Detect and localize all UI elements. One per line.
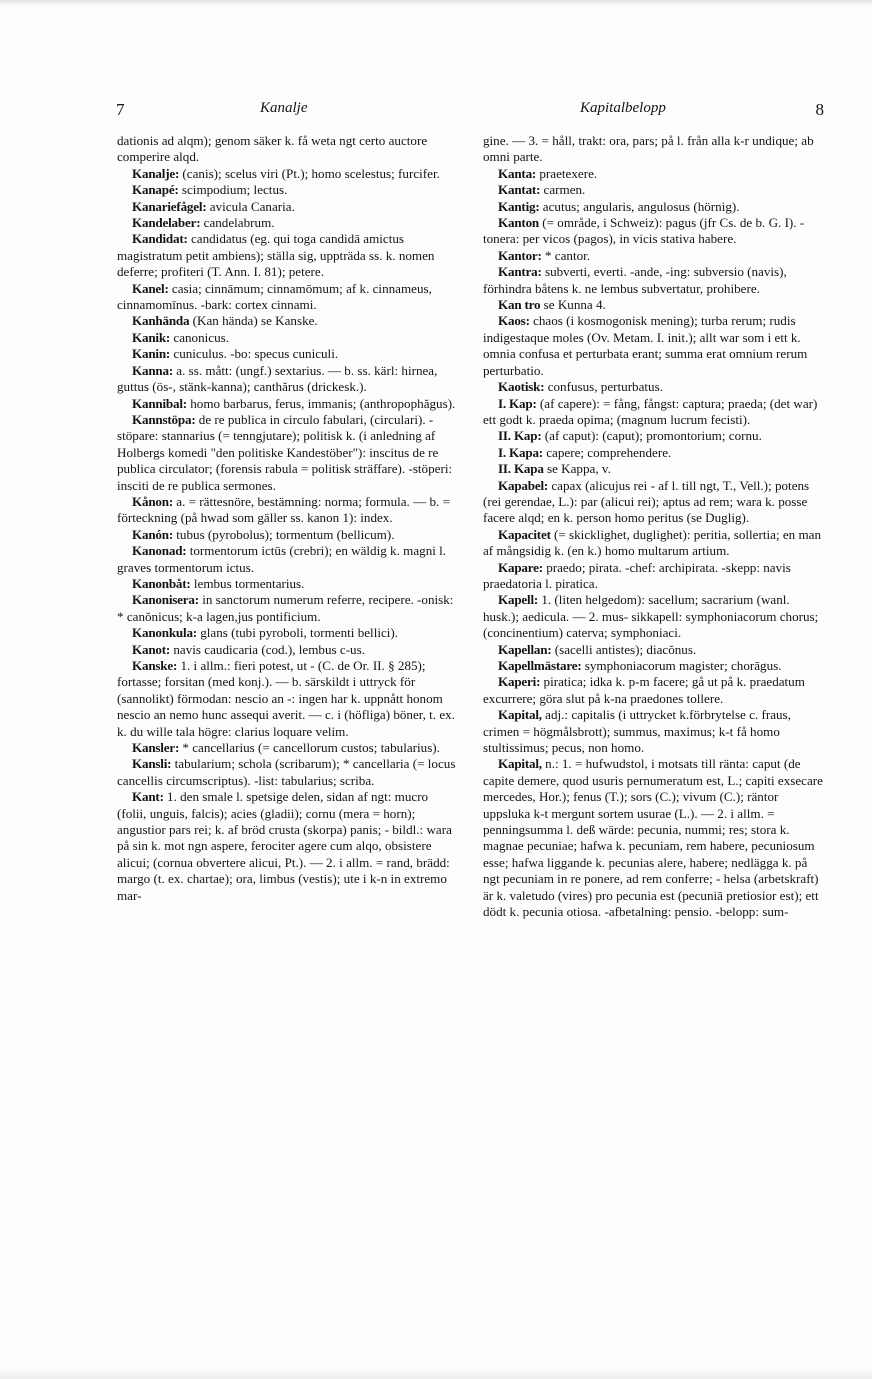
dictionary-entry <box>483 215 824 248</box>
entry-definition: tormentorum ictūs (crebri); en wäldig k. magni l. graves tormentorum ictus. <box>117 543 447 575</box>
entry-definition: in sanctorum numerum referre, recipere. -onisk: * canŏnicus; k-a lagen,jus pontificium. <box>117 592 454 624</box>
entry-definition: acutus; angularis, angulosus (hörnig). <box>539 198 740 214</box>
entry-definition: a. = rättesnöre, bestämning: norma; formula. — b. = förteckning (på hwad som gäller ss. kanon 1): index. <box>117 493 450 526</box>
entry-headword: II. Kap: <box>498 428 542 444</box>
left-column <box>117 133 458 904</box>
dictionary-entry <box>117 642 458 658</box>
entry-headword: Kantig: <box>498 198 540 214</box>
entry-definition: 1. i allm.: fieri potest, ut - (C. de Or. II. § 285); fortasse; forsitan (med konj.). — b. särskildt i uttryck för (sannolikt) förmodan: nescio an -: ingen har k. uppnått honom nescio an nemo hunc assequi averit. — c. i (höfliga) böner, t. ex. k. du wille tala högre: clarius loquare velim. <box>117 658 455 739</box>
entry-definition: praedo; pirata. -chef: archipirata. -skepp: navis praedatoria l. piratica. <box>483 559 791 591</box>
dictionary-entry <box>117 756 458 789</box>
entry-definition: (= skicklighet, duglighet): peritia, sollertia; en man af mångsidig k. (en k.) homo multarum artium. <box>483 526 822 559</box>
dictionary-entry <box>483 527 824 560</box>
entry-headword: Kan tro <box>498 297 541 313</box>
entry-definition: tabularium; schola (scribarum); * cancellaria (= locus cancellis circumscriptus). -list: tabularius; scriba. <box>117 756 456 788</box>
entry-definition: praetexere. <box>536 165 598 181</box>
entry-headword: II. Kapa <box>498 461 544 477</box>
entry-definition: capere; comprehendere. <box>542 444 672 460</box>
dictionary-entry <box>117 527 458 543</box>
entry-headword: Kant: <box>132 789 164 805</box>
entry-headword: Kantra: <box>498 264 542 280</box>
dictionary-entry <box>483 199 824 215</box>
dictionary-entry <box>483 461 824 477</box>
dictionary-entry <box>117 281 458 314</box>
entry-definition: casia; cinnāmum; cinnamōmum; af k. cinnameus, cinnamomīnus. -bark: cortex cinnami. <box>117 280 432 313</box>
entry-headword: Kannibal: <box>132 395 187 411</box>
dictionary-entry <box>483 428 824 444</box>
entry-headword: Kansli: <box>132 756 172 772</box>
dictionary-entry <box>117 166 458 182</box>
dictionary-entry <box>117 576 458 592</box>
entry-definition: homo barbarus, ferus, immanis; (anthropophăgus). <box>186 395 456 411</box>
entry-headword: Kanonad: <box>132 543 187 559</box>
dictionary-entry <box>483 658 824 674</box>
entry-headword: Kapabel: <box>498 477 549 493</box>
entry-definition: cuniculus. -bo: specus cuniculi. <box>170 346 339 362</box>
entry-definition: carmen. <box>540 182 586 198</box>
dictionary-entry <box>483 133 824 166</box>
entry-headword: Kanel: <box>132 280 169 296</box>
entry-headword: Kanonbåt: <box>132 575 191 591</box>
entry-headword: Kantat: <box>498 182 541 198</box>
entry-definition: tubus (pyrobolus); tormentum (bellicum). <box>173 526 395 542</box>
entry-headword: Kanonkula: <box>132 625 197 641</box>
dictionary-entry <box>117 658 458 740</box>
entry-definition: (af capere): = fång, fångst: captura; praeda; (det war) ett godt k. praeda opima; (magnum lucrum fecisti). <box>483 395 818 427</box>
dictionary-entry <box>483 396 824 429</box>
entry-headword: Kanhända <box>132 313 190 329</box>
left-page-number: 7 <box>116 100 125 119</box>
entry-headword: I. Kap: <box>498 395 537 411</box>
dictionary-entry <box>483 445 824 461</box>
dictionary-entry <box>483 248 824 264</box>
dictionary-entry <box>483 264 824 297</box>
entry-definition: piratica; idka k. p-m facere; gå ut på k. praedatum excurrere; göra slut på k-na praedones tollere. <box>483 674 805 706</box>
dictionary-entry <box>117 789 458 904</box>
dictionary-entry <box>117 199 458 215</box>
dictionary-entry <box>117 313 458 329</box>
dictionary-entry <box>483 182 824 198</box>
dictionary-entry <box>117 740 458 756</box>
entry-headword: Kanonisera: <box>132 592 199 608</box>
entry-definition: 1. den smale l. spetsige delen, sidan af ngt: mucro (folii, unguis, falcis); acies (gladii); cornu (mera = horn); angustior pars rei; k. af bröd crusta (skorpa) panis; - bildl.: wara på sin k. mot ngn aspere, ferociter agere cum alqo, obsistere alicui; (cornua obvertere alicui, Pt.). — 2. i allm. = rand, brädd: margo (t. ex. chartae); ora, limbus (vestis); ute i k-n in extremo mar- <box>117 789 452 903</box>
entry-headword: Kapacitet <box>498 526 551 542</box>
entry-headword: I. Kapa: <box>498 444 543 460</box>
entry-definition: 1. (liten helgedom): sacellum; sacrarium (wanl. husk.); aedicula. — 2. mus- sikkapell: symphoniacorum chorus; (concinentium) caterva; symphoniaci. <box>483 592 819 641</box>
entry-definition: lembus tormentarius. <box>190 575 305 591</box>
entry-definition: symphoniacorum magister; chorāgus. <box>581 658 782 673</box>
entry-definition: de re publica in circulo fabulari, (circulari). -stöpare: stannarius (= tenngjutare); politisk k. (i anledning af Holbergs komedi "den politiske Kandestöber"): inscitus de re publica circulator; (forensis rabula = politisk sträffare). -stöperi: insciti de re publica sermones. <box>117 411 453 493</box>
entry-headword: Kanalje: <box>132 165 180 181</box>
entry-headword: Kapellan: <box>498 641 552 657</box>
dictionary-entry <box>483 166 824 182</box>
scan-edge-top <box>0 0 872 6</box>
dictionary-entry <box>117 133 458 166</box>
entry-headword: Kanapé: <box>132 182 179 198</box>
right-column <box>483 133 824 921</box>
entry-headword: Kapell: <box>498 592 539 608</box>
entry-headword: Kandelaber: <box>132 215 201 231</box>
entry-headword: Kapital, <box>498 756 542 772</box>
entry-headword: Kandidat: <box>132 231 188 247</box>
dictionary-entry <box>483 478 824 527</box>
entry-headword: Kanton <box>498 215 540 231</box>
dictionary-entry <box>483 674 824 707</box>
dictionary-entry <box>117 396 458 412</box>
entry-definition: n.: 1. = hufwudstol, i motsats till ränta: caput (de capite demere, quod usuris pernumeratum est, L.; capiti exsecare mercedes, Hor.); fenus (T.); sors (C.); vivum (C.); räntor uppsluka k-t mergunt sortem usurae (L.). — 2. i allm. = penningsumma l. deß wärde: pecunia, nummi; res; stora k. magnae pecuniae; hafwa k. pecuniam, rem habere, pecuniosum esse; hafwa liggande k. pecunias alere, habere; nedlägga k. på ngt pecuniam in re ponere, ad rem conferre; - helsa (arbetskraft) är k. valetudo (vires) pro pecunia est (pecuniā pretiosior est); ett dödt k. pecunia otiosa. -afbetalning: pensio. -belopp: sum- <box>483 756 823 920</box>
entry-definition: * cantor. <box>541 247 591 263</box>
entry-definition: gine. — 3. = håll, trakt: ora, pars; på l. från alla k-r undique; ab omni parte. <box>483 133 814 165</box>
entry-headword: Kaperi: <box>498 674 541 690</box>
running-head <box>112 100 824 124</box>
entry-definition: confusus, perturbatus. <box>544 379 663 395</box>
dictionary-entry <box>117 625 458 641</box>
entry-definition: dationis ad alqm); genom säker k. få weta ngt certo auctore comperire alqd. <box>117 133 428 165</box>
entry-headword: Kanske: <box>132 658 178 673</box>
entry-definition: glans (tubi pyroboli, tormenti bellici). <box>196 625 399 641</box>
entry-definition: (sacelli antistes); diacŏnus. <box>551 641 697 657</box>
entry-definition: se Kappa, v. <box>543 461 611 477</box>
entry-headword: Kapital, <box>498 707 542 723</box>
entry-definition: candelabrum. <box>200 215 275 231</box>
right-guide-word: Kapitalbelopp <box>580 100 666 116</box>
entry-definition: candidatus (eg. qui toga candidā amictus magistratum petit ambiens); ställa sig, uppträda ss. k. nomen deferre; profiteri (T. Ann. I. 81); petere. <box>117 231 435 280</box>
entry-definition: a. ss. mått: (ungf.) sextarius. — b. ss. kärl: hirnea, guttus (ös-, stänk-kanna); canthărus (drickesk.). <box>117 362 438 395</box>
dictionary-entry <box>117 231 458 280</box>
dictionary-entry <box>117 363 458 396</box>
entry-headword: Kanón: <box>132 526 174 542</box>
entry-headword: Kaos: <box>498 313 530 329</box>
entry-definition: * cancellarius (= cancellorum custos; tabularius). <box>179 740 440 756</box>
entry-headword: Kantor: <box>498 247 542 263</box>
entry-definition: adj.: capitalis (i uttrycket k.förbrytelse c. fraus, crimen = högmålsbrott); summus, maximus; k-t få homo stultissimus; pecus, non homo. <box>483 707 791 756</box>
entry-definition: navis caudicaria (cod.), lembus c-us. <box>170 641 365 657</box>
entry-headword: Kannstöpa: <box>132 411 196 427</box>
dictionary-entry <box>483 592 824 641</box>
dictionary-entry <box>483 707 824 756</box>
entry-headword: Kanik: <box>132 329 171 345</box>
entry-definition: capax (alicujus rei - af l. till ngt, T., Vell.); potens (rei gerendae, L.): par (alicui rei); aptus ad rem; wara k. posse facere alqd; en k. person homo peritus (se Duglig). <box>483 477 810 526</box>
entry-definition: (= område, i Schweiz): pagus (jfr Cs. de b. G. I). -tonera: per vicos (pagos), in vicis stativa habere. <box>483 215 805 247</box>
dictionary-entry <box>117 592 458 625</box>
entry-definition: canonicus. <box>170 329 230 345</box>
entry-headword: Kanariefågel: <box>132 198 207 214</box>
entry-headword: Kanot: <box>132 641 171 657</box>
dictionary-entry <box>117 182 458 198</box>
dictionary-entry <box>117 543 458 576</box>
entry-definition: avicula Canaria. <box>206 198 295 214</box>
scan-edge-bottom <box>0 1369 872 1379</box>
entry-definition: (Kan hända) se Kanske. <box>189 313 318 329</box>
entry-headword: Kanin: <box>132 346 171 362</box>
entry-headword: Kansler: <box>132 740 180 756</box>
entry-headword: Kapellmästare: <box>498 658 582 673</box>
entry-definition: (af caput): (caput); promontorium; cornu. <box>541 428 762 444</box>
dictionary-entry <box>117 494 458 527</box>
dictionary-entry <box>117 346 458 362</box>
entry-headword: Kanna: <box>132 362 174 378</box>
dictionary-entry <box>483 560 824 593</box>
dictionary-entry <box>483 756 824 920</box>
dictionary-entry <box>117 412 458 494</box>
dictionary-entry <box>117 330 458 346</box>
entry-definition: se Kunna 4. <box>540 297 606 313</box>
dictionary-entry <box>483 379 824 395</box>
entry-headword: Kapare: <box>498 559 543 575</box>
right-page-number: 8 <box>815 100 824 119</box>
left-guide-word: Kanalje <box>260 100 308 116</box>
entry-headword: Kanta: <box>498 165 537 181</box>
entry-definition: scimpodium; lectus. <box>178 182 288 198</box>
entry-definition: subverti, everti. -ande, -ing: subversio (navis), förhindra båtens k. ne lembus subvertatur, prohibere. <box>483 264 787 296</box>
dictionary-entry <box>483 297 824 313</box>
entry-definition: chaos (i kosmogonisk mening); turba rerum; rudis indigestaque moles (Ov. Metam. I. init.); allt war som i ett k. omnia confusa et perturbata erant; summa erat omnium rerum perturbatio. <box>483 313 808 378</box>
entry-headword: Kånon: <box>132 493 174 509</box>
entry-headword: Kaotisk: <box>498 379 545 395</box>
entry-definition: (canis); scelus viri (Pt.); homo scelestus; furcifer. <box>179 165 440 181</box>
dictionary-entry <box>117 215 458 231</box>
dictionary-entry <box>483 642 824 658</box>
dictionary-entry <box>483 313 824 379</box>
